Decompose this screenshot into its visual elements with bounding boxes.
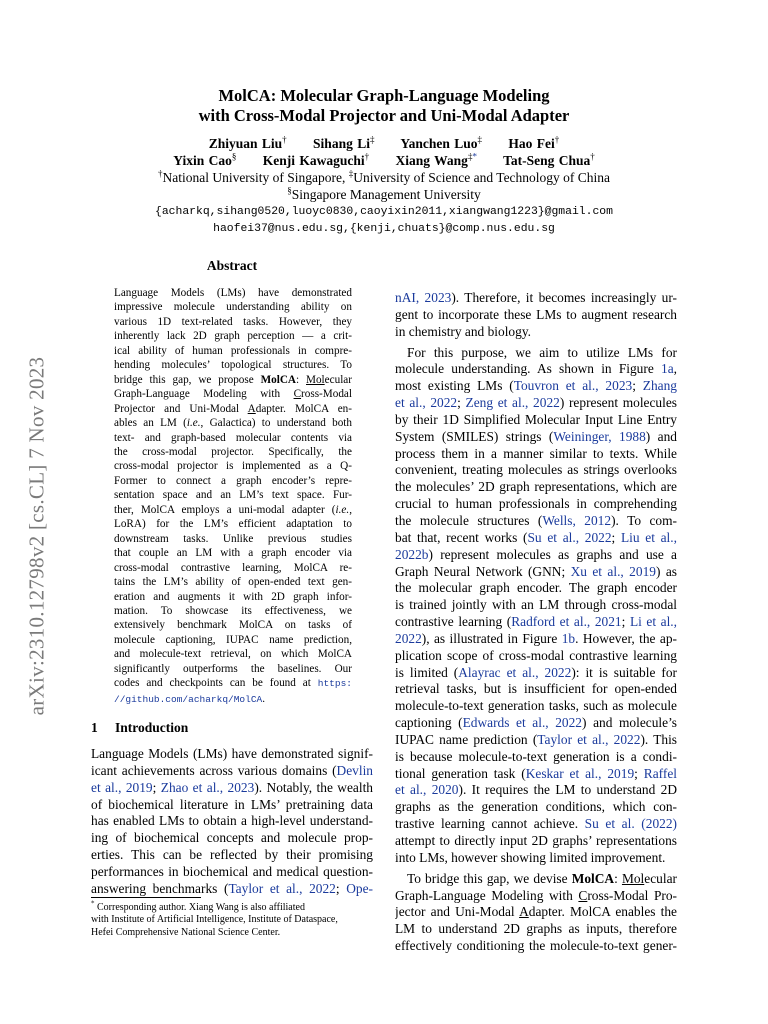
code-link[interactable]: https: — [317, 678, 352, 690]
author-row-1: Zhiyuan Liu† Sihang Li‡ Yanchen Luo‡ Hao Fei† — [208, 134, 560, 151]
citation-link[interactable]: et al., 2019 — [91, 779, 153, 795]
citation-link[interactable]: Keskar et al., 2019 — [525, 765, 635, 781]
citation-link[interactable]: Taylor et al., 2022 — [228, 880, 336, 896]
citation-link[interactable]: Zeng et al., 2022 — [465, 395, 560, 411]
citation-link[interactable]: Zhao et al., 2023 — [160, 779, 255, 795]
arxiv-identifier: arXiv:2310.12798v2 [cs.CL] 7 Nov 2023 — [24, 356, 49, 716]
citation-link[interactable]: nAI, 2023 — [395, 290, 452, 305]
paper-title-line-2: with Cross-Modal Projector and Uni-Modal Adapter — [198, 106, 570, 125]
citation-link[interactable]: Radford et al., 2021 — [511, 614, 622, 630]
author-name: Sihang Li — [313, 136, 370, 151]
citation-link[interactable]: Devlin — [336, 762, 373, 778]
footnote-rule — [91, 897, 201, 898]
email-line-1: {acharkq,sihang0520,luoyc0830,caoyixin2011,xiangwang1223}@gmail.com — [155, 206, 613, 218]
citation-link[interactable]: Li et al., — [629, 614, 677, 630]
citation-link[interactable]: Ope- — [346, 880, 373, 896]
introduction-right-column: nAI, 2023). Therefore, it becomes increasingly ur- gent to incorporate these LMs to augment research in chemistry and biology. For this purpose, we aim to utilize LMs for molecule understanding. As shown in Figure 1a, most existing LMs (Touvron et al., 2023; Zhang et al., 2022; Zeng et al., 2022) represent molecules by their 1D Simplified Molecular Input Line Entry System (SMILES) strings (Weininger, 1988) and process them in a manner similar to texts. While convenient, treating molecules as strings overlooks the molecules’ 2D graph representations, which are crucial to human professionals in comprehending the molecule structures (Wells, 2012). To com- bat that, recent works (Su et al., 2022; Liu et al., 2022b) represent molecules as graphs and use a Graph Neural Network (GNN; Xu et al., 2019) as the molecular graph encoder. The graph encoder is trained jointly with an LM through cross-modal contrastive learning (Radford et al., 2021; Li et al., 2022), as illustrated in Figure 1b. However, the ap- plication scope of cross-modal contrastive learning is limited (Alayrac et al., 2022): it is suitable for retrieval tasks, but is insufficient for open-ended molecule-to-text generation tasks, such as molecule captioning (Edwards et al., 2022) and molecule’s IUPAC name prediction (Taylor et al., 2022). This is because molecule-to-text generation is a condi- tional generation task (Keskar et al., 2019; Raffel et al., 2020). It requires the LM to understand 2D graphs as the generation conditions, which con- trastive learning cannot achieve. Su et al. (2022) attempt to directly input 2D graphs’ representations into LMs, however showing limited improvement. To bridge this gap, we devise MolCA: Molecular Graph-Language Modeling with Cross-Modal Pro- jector and Uni-Modal Adapter. MolCA enables the LM to understand 2D graphs as inputs, therefore effectively conditioning the molecule-to-text gener- — [395, 290, 677, 954]
citation-link[interactable]: Wells, 2012 — [542, 512, 612, 528]
footnote: * Corresponding author. Xiang Wang is also affiliated with Institute of Artificial Intelligence, Institute of Dataspace, Hefei Comprehensive National Science Center. — [91, 899, 338, 938]
citation-link[interactable]: et al., 2022 — [395, 395, 458, 411]
citation-link[interactable]: Edwards et al., 2022 — [462, 715, 583, 731]
citation-link[interactable]: Weininger, 1988 — [553, 428, 646, 444]
citation-link[interactable]: Touvron et al., 2023 — [513, 378, 633, 394]
author-name: Tat-Seng Chua — [503, 153, 591, 168]
code-link[interactable]: //github.com/acharkq/MolCA — [114, 693, 263, 705]
author-name: Yixin Cao — [173, 153, 232, 168]
introduction-left-column: Language Models (LMs) have demonstrated signif- icant achievements across various domains (Devlin et al., 2019; Zhao et al., 2023). Notably, the wealth of biochemical literature in LMs’ pretraining data has enabled LMs to obtain a high-level understand- ing of biochemical concepts and molecule prop- erties. This can be reflected by their promising performances in biochemical and medical question- answering benchmarks (Taylor et al., 2022; Ope- — [91, 746, 373, 896]
abstract-heading: Abstract — [206, 258, 258, 273]
author-name: Hao Fei — [508, 136, 555, 151]
citation-link[interactable]: Liu et al., — [620, 529, 677, 545]
citation-link[interactable]: Xu et al., 2019 — [570, 563, 656, 579]
email-line-2: haofei37@nus.edu.sg,{kenji,chuats}@comp.nus.edu.sg — [213, 223, 555, 235]
citation-link[interactable]: et al., 2020 — [395, 782, 459, 798]
corresponding-author-link[interactable]: * — [472, 151, 477, 162]
citation-link[interactable]: Alayrac et al., 2022 — [458, 664, 572, 680]
author-name: Zhiyuan Liu — [208, 136, 283, 151]
paper-title-line-1: MolCA: Molecular Graph-Language Modeling — [218, 86, 550, 105]
citation-link[interactable]: Raffel — [643, 765, 677, 781]
section-heading-introduction: 1 Introduction — [91, 720, 189, 735]
citation-link[interactable]: 2022 — [395, 630, 422, 646]
author-row-2: Yixin Cao§ Kenji Kawaguchi† Xiang Wang‡* Tat-Seng Chua† — [173, 151, 595, 168]
author-name: Yanchen Luo — [400, 136, 478, 151]
affiliation-line-1: †National University of Singapore, ‡University of Science and Technology of China — [157, 168, 611, 185]
citation-link[interactable]: Zhang — [642, 378, 677, 394]
abstract-body: Language Models (LMs) have demonstrated impressive molecule understanding ability on various 1D text-related tasks. However, they inherently lack 2D graph perception — a crit- ical ability of human professionals in compre- hending molecules’ topological structures. To bridge this gap, we propose MolCA: Molecular Graph-Language Modeling with Cross-Modal Projector and Uni-Modal Adapter. MolCA en- ables an LM (i.e., Galactica) to understand both text- and graph-based molecular contents via the cross-modal projector. Specifically, the cross-modal projector is implemented as a Q- Former to connect a graph encoder’s repre- sentation space and an LM’s text space. Fur- ther, MolCA employs a uni-modal adapter (i.e., LoRA) for the LM’s efficient adaptation to downstream tasks. Unlike previous studies that couple an LM with a graph encoder via cross-modal contrastive learning, MolCA re- tains the LM’s ability of open-ended text gen- eration and augments it with 2D graph infor- mation. To showcase its effectiveness, we extensively benchmark MolCA on tasks of molecule captioning, IUPAC name prediction, and molecule-text retrieval, on which MolCA significantly outperforms the baselines. Our codes and checkpoints can be found at https: //github.com/acharkq/MolCA. — [114, 287, 352, 705]
figure-link[interactable]: 1a — [661, 361, 674, 377]
citation-link[interactable]: Su et al. (2022) — [584, 816, 677, 832]
citation-link[interactable]: Su et al., 2022 — [527, 529, 612, 545]
author-name: Kenji Kawaguchi — [262, 153, 365, 168]
citation-link[interactable]: 2022b — [395, 546, 429, 562]
citation-link[interactable]: Taylor et al., 2022 — [537, 731, 641, 747]
author-name: Xiang Wang — [395, 153, 468, 168]
affiliation-line-2: §Singapore Management University — [287, 185, 481, 202]
figure-link[interactable]: 1b — [561, 630, 576, 646]
